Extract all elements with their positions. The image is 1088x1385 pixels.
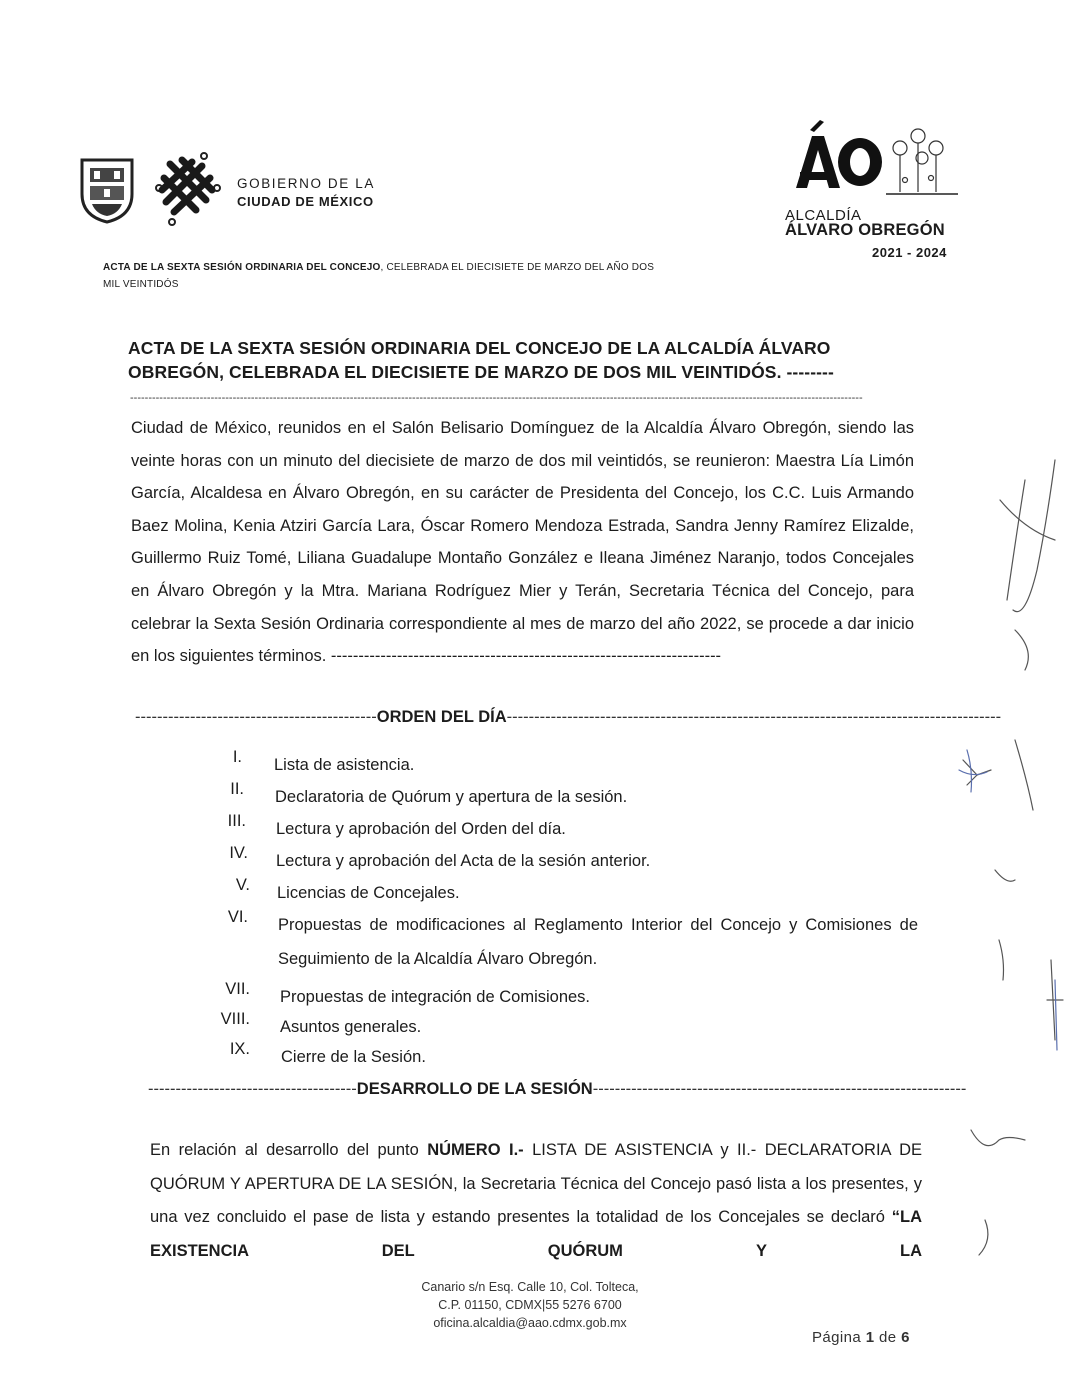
des-p-bold: NÚMERO I.- [427, 1141, 524, 1159]
running-head [103, 259, 663, 293]
alcaldia-logo-text [785, 208, 945, 238]
opening-paragraph: Ciudad de México, reunidos en el Salón Belisario Domínguez de la Alcaldía Álvaro Obregón, siendo las veinte horas con un minuto del diecisiete de marzo de dos mil veintidós, se reunieron: Maestra Lía Limón García, Alcaldesa en Álvaro Obregón, en su carácter de Presidenta del Concejo, los C.C. Luis Armando Baez Molina, Kenia Atziri García Lara, Óscar Romero Mendoza Estrada, Sandra Jenny Ramírez Elizalde, Guillermo Ruiz Tomé, Liliana Guadalupe Montaño González e Ileana Jiménez Naranjo, todos Concejales en Álvaro Obregón y la Mtra. Mariana Rodríguez Mier y Terán, Secretaria Técnica del Concejo, para celebrar la Sexta Sesión Ordinaria correspondiente al mes de marzo del año 2022, se procede a dar inicio en los siguientes términos. ----------------------------------------------------------------------- [131, 419, 914, 666]
running-head-rest: , CELEBRADA EL DIECISIETE DE MARZO DEL AÑO DOS MIL VEINTIDÓS [103, 262, 655, 290]
agenda-text: Lista de asistencia. [274, 756, 415, 774]
agenda-text: Propuestas de modificaciones al Reglamento Interior del Concejo y Comisiones de Seguimiento de la Alcaldía Álvaro Obregón. [278, 916, 918, 968]
agenda-num: V. [235, 876, 250, 894]
agenda-num: VII. [225, 980, 250, 998]
orden-del-dia-heading [135, 708, 1002, 727]
government-logo-text [237, 175, 375, 211]
desarrollo-heading [148, 1080, 967, 1099]
alcaldia-ao-logo [790, 118, 960, 210]
running-head-bold: ACTA DE LA SEXTA SESIÓN ORDINARIA DEL CONCEJO [103, 262, 381, 273]
page-of: de [879, 1329, 897, 1346]
agenda-text: Declaratoria de Quórum y apertura de la sesión. [275, 788, 628, 806]
footer-address [380, 1278, 680, 1332]
orden-heading-text: ORDEN DEL DÍA [376, 708, 507, 726]
alcaldia-name: ÁLVARO OBREGÓN [785, 221, 945, 239]
agenda-text: Lectura y aprobación del Orden del día. [276, 820, 566, 838]
footer-line-3: oficina.alcaldia@aao.cdmx.gob.mx [433, 1316, 627, 1330]
agenda-text: Propuestas de integración de Comisiones. [280, 988, 591, 1006]
orden-dashes-right: ------------------------------------------------------------------------------------------ [506, 708, 1002, 726]
des-dashes-left: -------------------------------------- [148, 1080, 357, 1098]
des-dashes-right: -------------------------------------------------------------------- [592, 1080, 967, 1098]
agenda-text: Lectura y aprobación del Acta de la sesión anterior. [276, 852, 651, 870]
orden-dashes-left: -------------------------------------------- [135, 708, 377, 726]
desarrollo-paragraph [150, 1134, 922, 1268]
margin-signatures [955, 440, 1075, 1260]
alcaldia-label: ALCALDÍA [785, 207, 862, 224]
agenda-num: VIII. [220, 1010, 250, 1028]
gov-line-2: CIUDAD DE MÉXICO [237, 194, 374, 209]
cdmx-shield-logo [78, 156, 136, 224]
agenda-num: I. [232, 748, 242, 766]
des-p-mid: LISTA DE ASISTENCIA y II.- DECLARATORIA DE QUÓRUM Y APERTURA DE LA SESIÓN, la Secretaria Técnica del Concejo pasó lista a los presentes, y una vez concluido el pase de lista y estando presentes la totalidad de los Concejales se declaró [150, 1141, 922, 1226]
page-current: 1 [865, 1329, 875, 1346]
agenda-text: Licencias de Concejales. [277, 884, 460, 902]
agenda-text: Cierre de la Sesión. [281, 1048, 426, 1066]
agenda-text: Asuntos generales. [280, 1018, 422, 1036]
footer-line-1: Canario s/n Esq. Calle 10, Col. Tolteca, [421, 1280, 639, 1294]
alcaldia-years: 2021 - 2024 [872, 245, 947, 260]
page-total: 6 [901, 1329, 910, 1346]
des-heading-text: DESARROLLO DE LA SESIÓN [356, 1080, 593, 1098]
footer-line-2: C.P. 01150, CDMX|55 5276 6700 [438, 1298, 622, 1312]
des-p-quote: “LA EXISTENCIA DEL QUÓRUM Y LA [150, 1208, 922, 1260]
cdmx-knot-logo [152, 150, 224, 228]
agenda-num: VI. [227, 908, 248, 926]
title-dash-separator: -------------------------------------------------------------------------------------------------------------------------------------------------------------------------------------------------------- [130, 392, 863, 404]
agenda-num: II. [230, 780, 244, 798]
agenda-num: IV. [229, 844, 248, 862]
agenda-num: IX. [229, 1040, 250, 1058]
agenda-num: III. [227, 812, 246, 830]
page-number [812, 1329, 910, 1346]
des-p-start: En relación al desarrollo del punto [150, 1141, 428, 1159]
page-label: Página [812, 1329, 862, 1346]
gov-line-1: GOBIERNO DE LA [237, 176, 375, 191]
document-title: ACTA DE LA SEXTA SESIÓN ORDINARIA DEL CONCEJO DE LA ALCALDÍA ÁLVARO OBREGÓN, CELEBRADA EL DIECISIETE DE MARZO DE DOS MIL VEINTIDÓS. -------- [128, 338, 834, 382]
